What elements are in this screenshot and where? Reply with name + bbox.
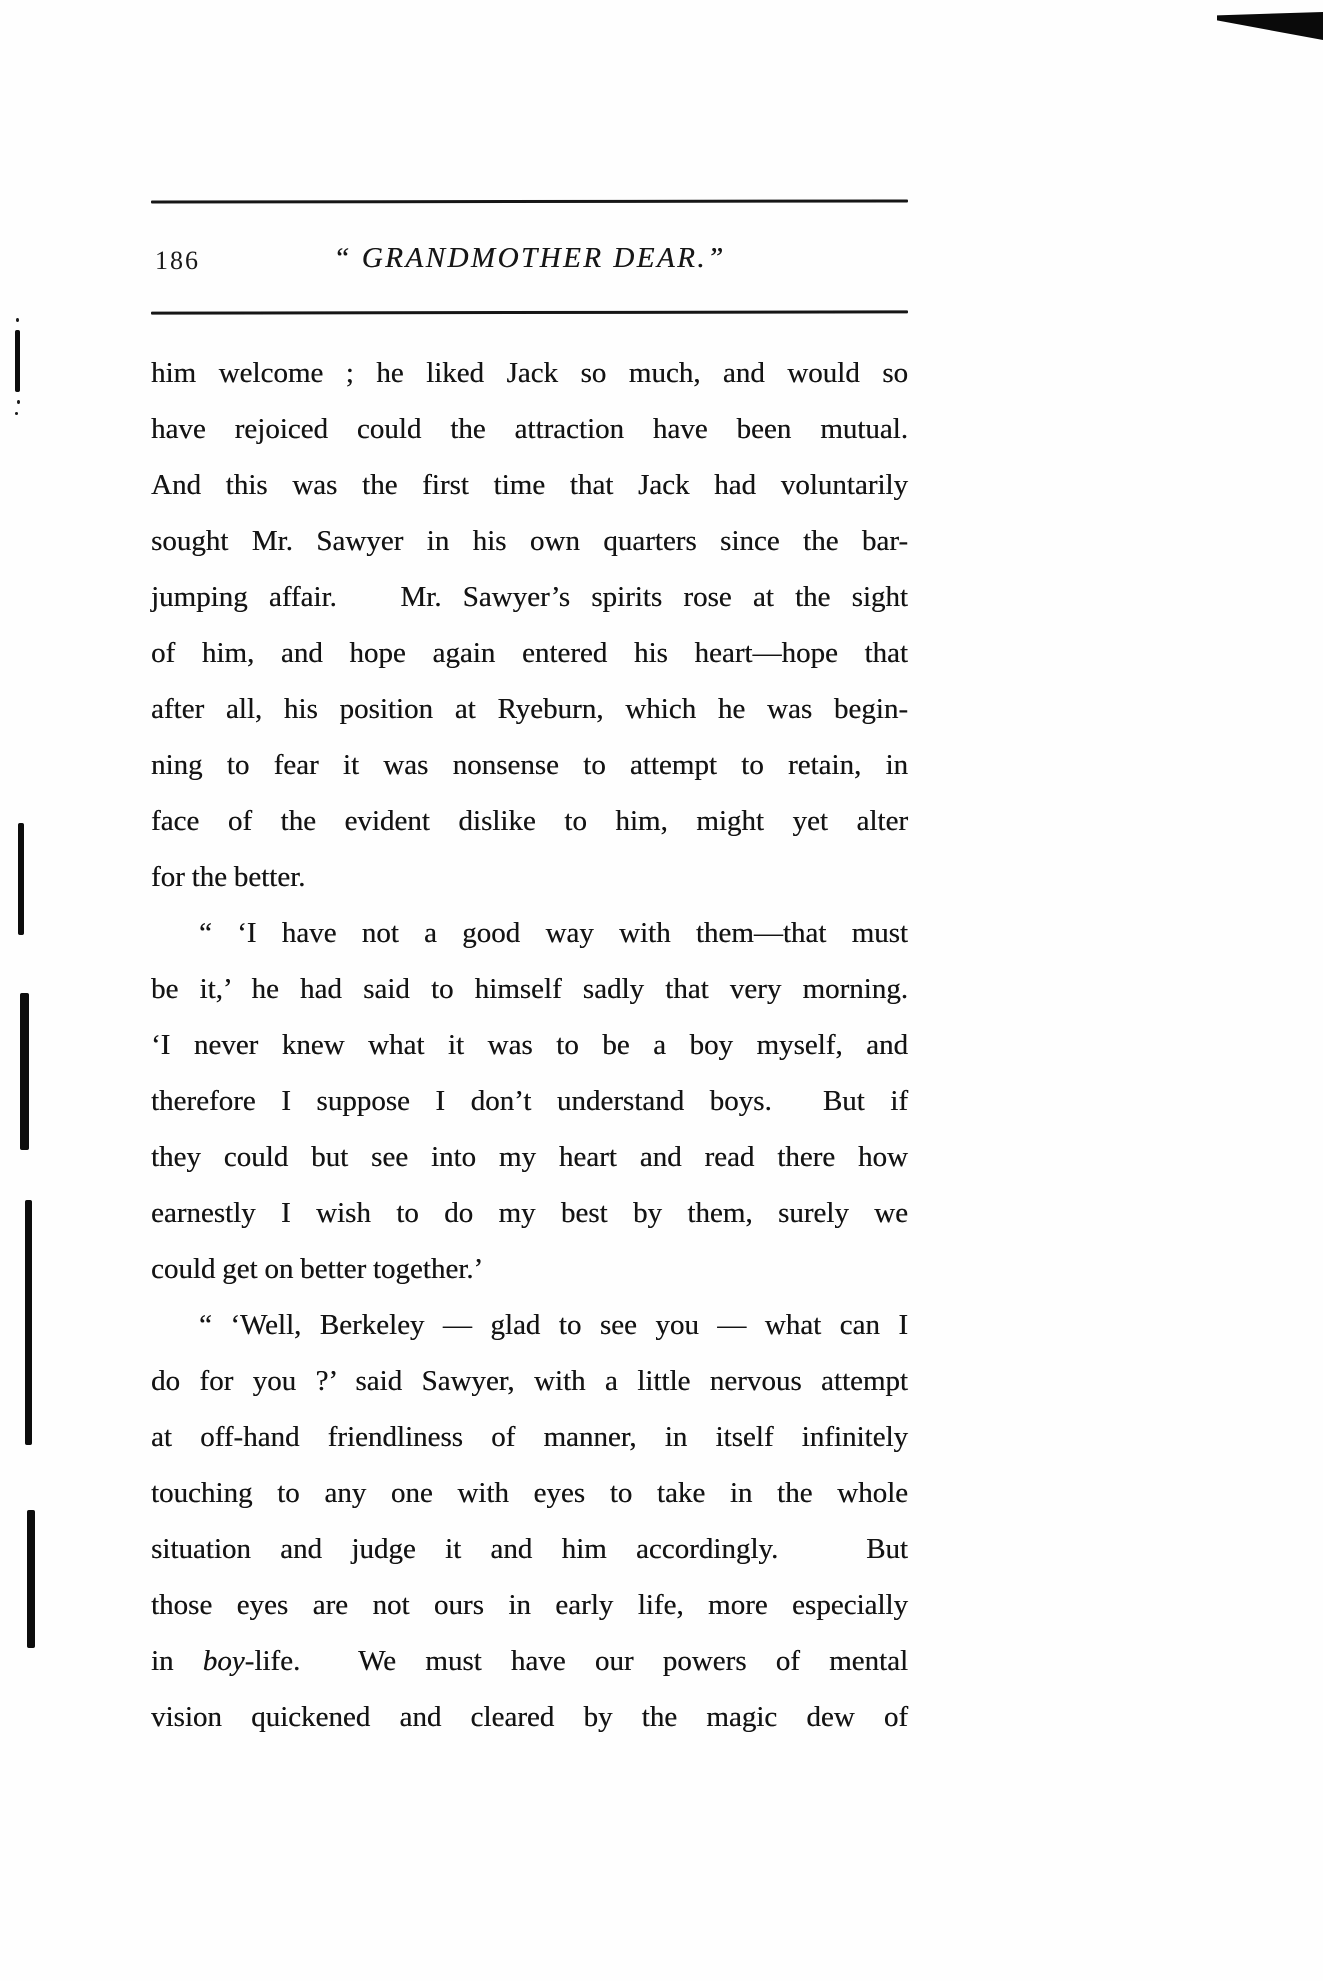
text-line [151, 1297, 908, 1353]
text-segment: “ ‘I have not a good way with them—that must [199, 917, 908, 949]
text-line [151, 1689, 908, 1745]
text-line [151, 961, 908, 1017]
text-line [151, 793, 908, 849]
text-segment: therefore I suppose I don’t understand boys. But if [151, 1085, 908, 1117]
text-line [151, 1017, 908, 1073]
text-segment: do for you ?’ said Sawyer, with a little nervous attempt [151, 1365, 908, 1397]
text-line [151, 1521, 908, 1577]
running-header [151, 240, 908, 280]
text-line [151, 345, 908, 401]
text-line [151, 569, 908, 625]
text-segment: ‘I never knew what it was to be a boy myself, and [151, 1029, 908, 1061]
margin-ink-mark [15, 330, 20, 392]
text-segment: at off-hand friendliness of manner, in itself infinitely [151, 1421, 908, 1453]
text-line [151, 401, 908, 457]
text-line [151, 625, 908, 681]
text-segment: sought Mr. Sawyer in his own quarters since the bar- [151, 525, 908, 557]
text-segment: have rejoiced could the attraction have been mutual. [151, 413, 908, 445]
text-segment: touching to any one with eyes to take in the whole [151, 1477, 908, 1509]
text-line [151, 681, 908, 737]
page-corner-fold-mark [1217, 12, 1323, 40]
margin-ink-mark [20, 993, 29, 1150]
text-segment: in [151, 1645, 203, 1677]
text-line [151, 1073, 908, 1129]
text-line [151, 1577, 908, 1633]
header-rule-bottom [151, 310, 908, 314]
body-text [151, 345, 908, 1745]
margin-ink-mark [18, 823, 24, 935]
text-segment: they could but see into my heart and read there how [151, 1141, 908, 1173]
italic-text-segment: boy [202, 1645, 245, 1677]
margin-ink-mark [27, 1510, 35, 1648]
ink-speck [15, 412, 18, 415]
text-line [151, 1185, 908, 1241]
text-line [151, 905, 908, 961]
text-line [151, 737, 908, 793]
header-rule-top [151, 199, 908, 203]
text-line [151, 457, 908, 513]
ink-speck [17, 400, 20, 404]
text-line [151, 513, 908, 569]
text-segment: jumping affair. Mr. Sawyer’s spirits rose at the sight [151, 581, 908, 613]
text-segment: vision quickened and cleared by the magic dew of [151, 1701, 908, 1733]
page-number: 186 [155, 246, 200, 275]
text-segment: him welcome ; he liked Jack so much, and would so [151, 357, 908, 389]
text-line [151, 1633, 908, 1689]
text-segment: after all, his position at Ryeburn, which he was begin- [151, 693, 908, 725]
text-segment: “ ‘Well, Berkeley — glad to see you — what can I [199, 1309, 908, 1341]
text-segment: situation and judge it and him accordingly. But [151, 1533, 908, 1565]
text-segment: those eyes are not ours in early life, more especially [151, 1589, 908, 1621]
text-line [151, 1241, 908, 1297]
text-segment: earnestly I wish to do my best by them, surely we [151, 1197, 908, 1229]
text-line [151, 1465, 908, 1521]
text-segment: of him, and hope again entered his heart—hope that [151, 637, 908, 669]
running-title: “ GRANDMOTHER DEAR.” [333, 242, 726, 274]
ink-speck [16, 318, 19, 322]
text-segment: ning to fear it was nonsense to attempt to retain, in [151, 749, 908, 781]
text-line [151, 1353, 908, 1409]
text-line [151, 849, 908, 905]
margin-ink-mark [25, 1200, 32, 1445]
text-segment: face of the evident dislike to him, might yet alter [151, 805, 908, 837]
text-segment: be it,’ he had said to himself sadly that very morning. [151, 973, 908, 1005]
text-segment: for the better. [151, 861, 306, 893]
text-segment: -life. We must have our powers of mental [244, 1645, 908, 1677]
text-line [151, 1129, 908, 1185]
text-segment: could get on better together.’ [151, 1253, 484, 1285]
text-segment: And this was the first time that Jack had voluntarily [151, 469, 908, 501]
text-line [151, 1409, 908, 1465]
